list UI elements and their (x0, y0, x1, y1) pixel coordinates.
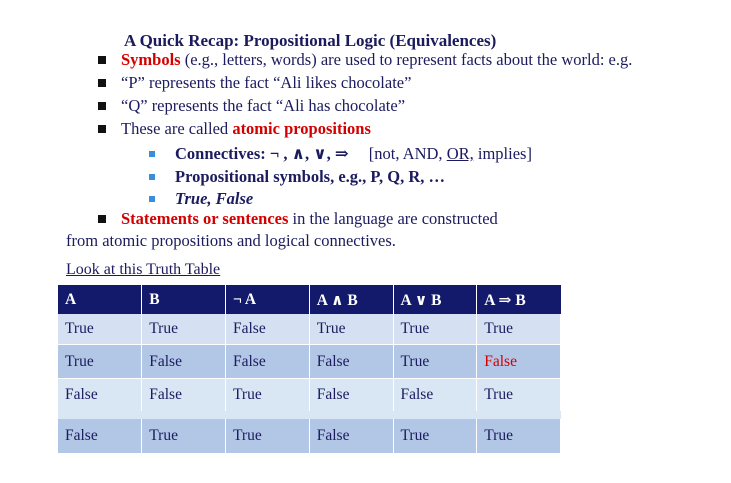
sub-bullet-marker (149, 174, 155, 180)
note-prefix: [not, AND, (368, 144, 447, 163)
sub-bullet-marker (149, 196, 155, 202)
symbols-text: (e.g., letters, words) are used to represent facts about the world: e.g. (180, 50, 633, 69)
statements-text: in the language are constructed (288, 209, 498, 228)
table-cell: False (309, 345, 393, 379)
header-not-a: ¬ A (226, 285, 310, 314)
statements-term: Statements or sentences (121, 209, 289, 228)
header-a-or-b: A ∨ B (393, 285, 477, 314)
note-suffix: implies] (473, 144, 532, 163)
table-cell: True (393, 314, 477, 345)
bullet-marker (98, 79, 106, 87)
sub-true-false: True, False (175, 189, 254, 208)
connectives-note (369, 144, 532, 163)
table-cell: True (142, 415, 226, 453)
table-cell: True (477, 415, 561, 453)
table-cell: True (226, 415, 310, 453)
table-row (58, 415, 561, 453)
table-cell: False (309, 379, 393, 416)
table-cell: True (393, 415, 477, 453)
table-cell: True (58, 314, 142, 345)
header-a-implies-b: A ⇒ B (477, 285, 561, 314)
table-cell: True (58, 345, 142, 379)
symbols-term: Symbols (121, 50, 181, 69)
bullet-statements (121, 209, 498, 229)
table-cell: False (226, 314, 310, 345)
bullet-p-fact: “P” represents the fact “Ali likes chocolate” (121, 73, 412, 92)
table-cell: False (393, 379, 477, 416)
table-cell: True (142, 314, 226, 345)
bullet-atomic (121, 119, 371, 139)
statements-continuation: from atomic propositions and logical connectives. (66, 231, 396, 250)
header-a-and-b: A ∧ B (309, 285, 393, 314)
atomic-term: atomic propositions (232, 119, 371, 138)
truth-table-link[interactable]: Look at this Truth Table (66, 261, 221, 278)
table-cell: False (58, 379, 142, 416)
table-cell: True (226, 379, 310, 416)
bullet-marker (98, 215, 106, 223)
table-cell: False (58, 415, 142, 453)
note-or: OR, (446, 144, 474, 163)
header-a: A (58, 285, 142, 314)
table-cell: False (309, 415, 393, 453)
bullet-q-fact: “Q” represents the fact “Ali has chocolate” (121, 96, 406, 115)
table-cell: True (477, 314, 561, 345)
header-b: B (142, 285, 226, 314)
table-cell: False (142, 379, 226, 416)
sub-connectives (175, 144, 532, 164)
sub-bullet-marker (149, 151, 155, 157)
table-row (58, 345, 561, 379)
table-cell: False (142, 345, 226, 379)
bullet-marker (98, 56, 106, 64)
table-row (58, 314, 561, 345)
table-cell-highlight: False (477, 345, 561, 379)
table-cell: True (309, 314, 393, 345)
slide-title: A Quick Recap: Propositional Logic (Equivalences) (124, 31, 497, 50)
connectives-label: Connectives: ¬ , ∧, ∨, ⇒ (175, 144, 349, 163)
table-row (58, 379, 561, 416)
sub-propositional-symbols: Propositional symbols, e.g., P, Q, R, … (175, 167, 445, 186)
atomic-prefix: These are called (121, 119, 233, 138)
table-cell: True (393, 345, 477, 379)
bullet-symbols (121, 50, 632, 70)
table-cell: False (226, 345, 310, 379)
truth-table (58, 285, 561, 453)
bullet-marker (98, 102, 106, 110)
bullet-marker (98, 125, 106, 133)
table-cell: True (477, 379, 561, 416)
table-header-row (58, 285, 561, 314)
